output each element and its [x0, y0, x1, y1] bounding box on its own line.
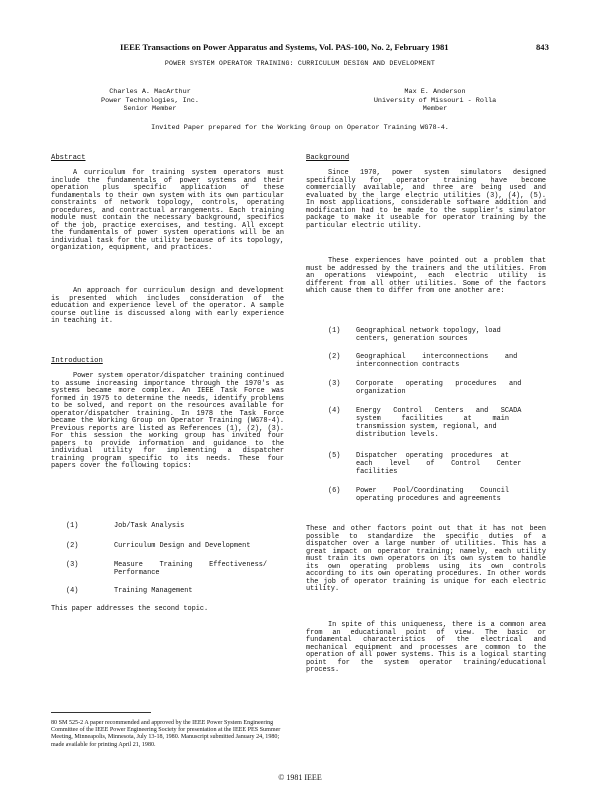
list-text-continued: distribution levels.	[356, 431, 439, 439]
introduction-paragraph: Power system operator/dispatcher training continued to assume increasing importance through the 1970's as systems became more complex. An IEEE Task Force was formed in 1975 to determine the needs, identify problems to be solved, and report on the resources available for operator/dispatcher training. In 1978 the Task Force became the Working Group on Operator Training (WG78-4). Previous reports are listed as References (1), (2), (3). For this session the working group has invited four papers to provide information and guidance to the individual utility for implementing a dispatcher training program specific to its needs. These four papers cover the following topics:	[51, 372, 284, 470]
background-paragraph-1: Since 1970, power system simulators designed specifically for operator training have become commercially available, and three are being used and evaluated by the large electric utilities (3), (4), (5). In most applications, considerable software addition and modification had to be made to the supplier's simulator package to make it useable for operator training by the particular electric utility.	[306, 169, 546, 230]
list-text: Energy Control Centers and SCADA	[356, 407, 522, 415]
list-number: (6)	[328, 487, 341, 495]
page-number: 843	[536, 42, 549, 52]
copyright: © 1981 IEEE	[278, 773, 322, 782]
list-text: Geographical network topology, load	[356, 327, 501, 335]
list-text: Training Management	[114, 587, 193, 595]
list-item	[328, 453, 548, 479]
introduction-closing: This paper addresses the second topic.	[51, 605, 209, 613]
abstract-paragraph-1: A curriculum for training system operators must include the fundamentals of power systems and their operation plus specific application of these fundamentals to their own system with its own particular constraints of network topology, controls, operating procedures, and contractual arrangements. Each training module must contain the necessary background, specifics of the job, practice exercises, and testing. All except the fundamentals of power system operations will be an individual task for the utility because of its topology, organization, equipment, and practices.	[51, 169, 284, 252]
list-text: Measure Training Effectiveness/	[114, 561, 267, 569]
list-text: Corporate operating procedures and	[356, 380, 522, 388]
background-paragraph-3: These and other factors point out that it has not been possible to standardize the specific duties of a dispatcher over a large number of utilities. This has a great impact on operator training; namely, each utility must train its own operators on its own system to handle its own operating problems using its own controls according to its own operating procedures. In other words the job of operator training is unique for each electric utility.	[306, 525, 546, 593]
list-text-continued: interconnection contracts	[356, 361, 460, 369]
abstract-heading: Abstract	[51, 154, 86, 162]
list-item	[328, 354, 548, 372]
list-text: Job/Task Analysis	[114, 522, 185, 530]
author-affiliation: University of Missouri - Rolla	[373, 96, 497, 105]
list-text: Curriculum Design and Development	[114, 542, 251, 550]
author-name: Max E. Anderson	[404, 88, 466, 96]
list-number: (3)	[328, 380, 341, 388]
abstract-paragraph-2: An approach for curriculum design and development is presented which includes consideration of the education and experience level of the operator. A sample course outline is discussed along with early experience in teaching it.	[51, 287, 284, 325]
list-number: (4)	[328, 407, 341, 415]
list-item	[328, 381, 548, 399]
list-text: Power Pool/Coordinating Council	[356, 487, 509, 495]
list-text: Geographical interconnections and	[356, 353, 518, 361]
list-item	[66, 588, 284, 598]
author-name: Charles A. MacArthur	[109, 88, 191, 96]
list-number: (2)	[66, 542, 79, 550]
footnote: 80 SM 525-2 A paper recommended and approved by the IEEE Power System Engineering Committee of the IEEE Power Engineering Society for presentation at the IEEE PES Summer Meeting, Minneapolis, Minnesota, July 13-18, 1980. Manuscript submitted January 24, 1980; made available for printing April 21, 1980.	[51, 720, 281, 748]
background-heading: Background	[306, 154, 350, 162]
author-affiliation: Power Technologies, Inc.	[101, 96, 199, 105]
background-paragraph-4: In spite of this uniqueness, there is a common area from an educational point of view. The basic or fundamental characteristics of the electrical and mechanical equipment and processes are common to the operation of all power systems. This is a logical starting point for the system operator training/educational process.	[306, 621, 546, 674]
list-text-continued: centers, generation sources	[356, 335, 468, 343]
list-item	[66, 543, 284, 553]
author-block-2	[350, 88, 520, 114]
list-number: (3)	[66, 561, 79, 569]
invited-note: Invited Paper prepared for the Working Group on Operator Training WG78-4.	[151, 124, 449, 132]
author-grade: Member	[422, 105, 448, 113]
list-number: (1)	[66, 522, 79, 530]
list-item	[328, 408, 548, 442]
background-paragraph-2: These experiences have pointed out a problem that must be addressed by the trainers and the utilities. From an operations viewpoint, each electric utility is different from all other utilities. Some of the factors which cause them to differ from one another are:	[306, 257, 546, 295]
list-text-continued: Performance	[114, 569, 160, 577]
list-text-continued: system facilities at main	[356, 415, 509, 423]
list-text-continued: organization	[356, 388, 406, 396]
list-text: Dispatcher operating procedures at	[356, 452, 509, 460]
list-number: (4)	[66, 587, 79, 595]
list-item	[66, 523, 284, 533]
journal-header: IEEE Transactions on Power Apparatus and Systems, Vol. PAS-100, No. 2, February 1981	[120, 42, 449, 52]
list-number: (1)	[328, 327, 341, 335]
paper-title: POWER SYSTEM OPERATOR TRAINING: CURRICULUM DESIGN AND DEVELOPMENT	[164, 60, 436, 67]
author-grade: Senior Member	[123, 105, 177, 113]
list-number: (2)	[328, 353, 341, 361]
list-text-continued: operating procedures and agreements	[356, 495, 501, 503]
list-item	[328, 328, 548, 346]
list-item	[66, 562, 284, 580]
list-text-continued: transmission system, regional, and	[356, 423, 497, 431]
footnote-rule	[51, 712, 151, 713]
list-item	[328, 488, 548, 506]
list-text-continued: facilities	[356, 468, 398, 476]
list-number: (5)	[328, 452, 341, 460]
author-block-1	[80, 88, 220, 114]
introduction-heading: Introduction	[51, 357, 103, 365]
list-text-continued: each level of Control Center	[356, 460, 522, 468]
